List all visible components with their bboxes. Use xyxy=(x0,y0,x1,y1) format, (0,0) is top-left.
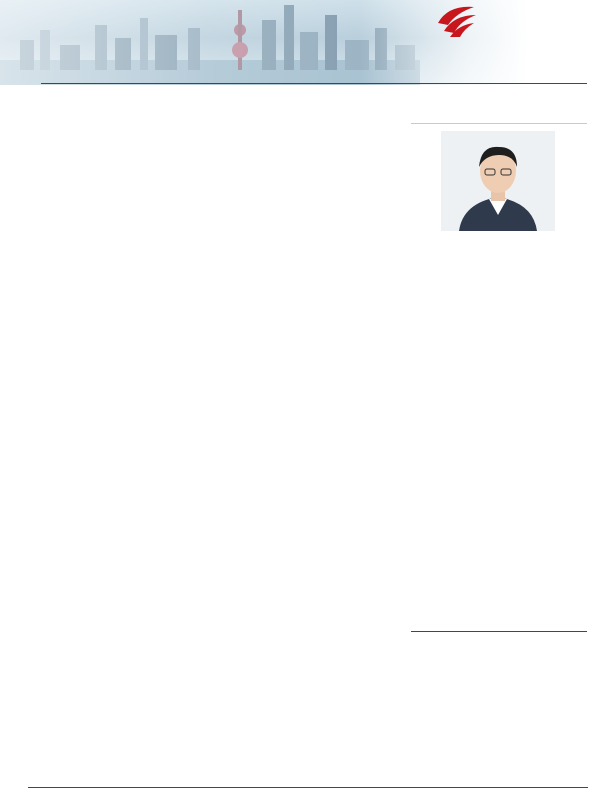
header-divider xyxy=(41,83,587,84)
analyst-portrait-icon xyxy=(441,131,555,231)
related-heading xyxy=(411,616,587,632)
related-research xyxy=(411,616,587,634)
analyst-photo xyxy=(441,131,555,231)
rating-header xyxy=(411,90,587,124)
company-logo xyxy=(434,3,594,43)
header-banner xyxy=(0,0,600,85)
minsheng-logo-icon xyxy=(434,3,478,39)
footer-divider xyxy=(28,787,588,788)
